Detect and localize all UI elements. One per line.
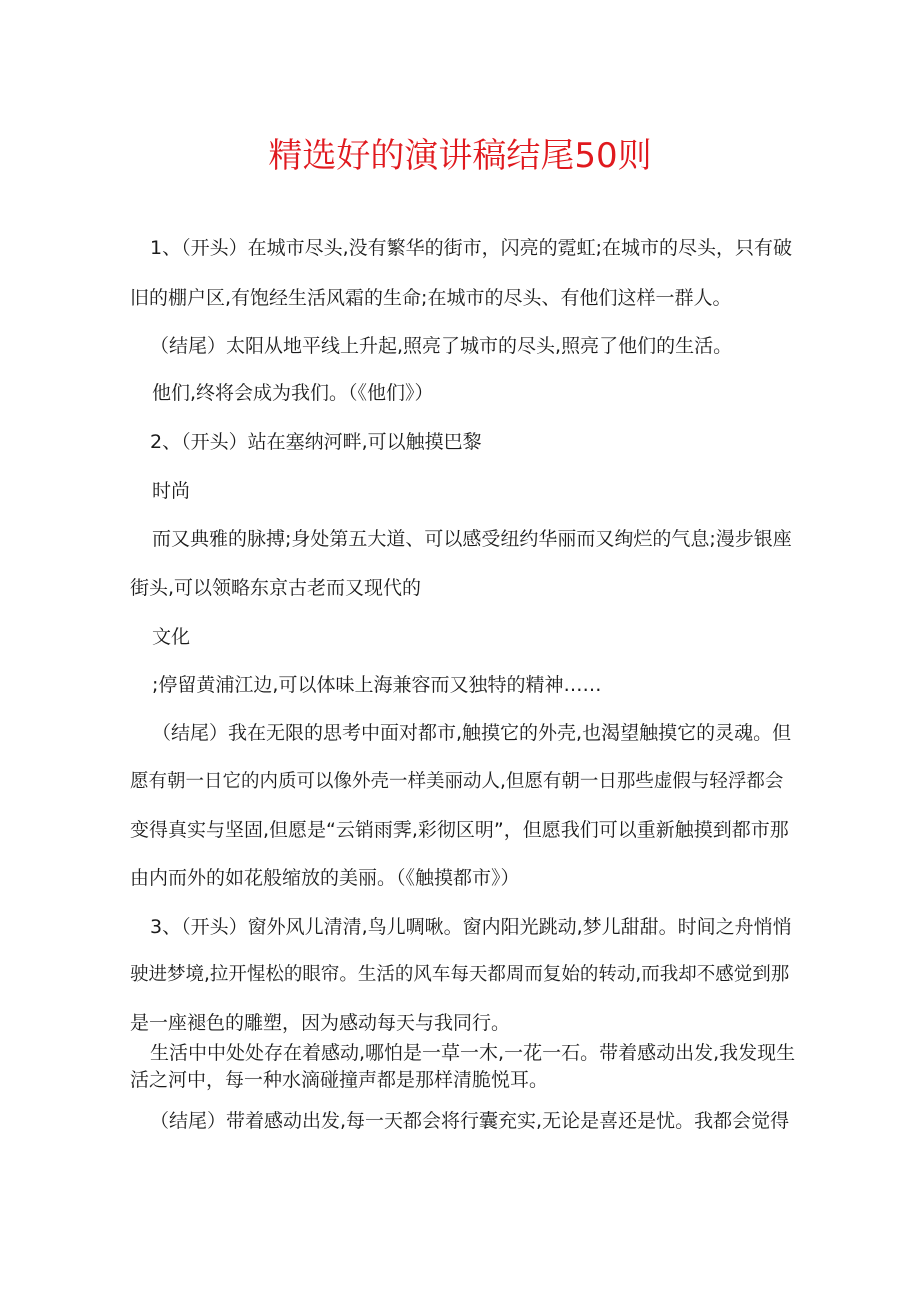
paragraph-line: ;停留黄浦江边,可以体味上海兼容而又独特的精神…… [152, 674, 602, 696]
paragraph-line: （结尾）我在无限的思考中面对都市,触摸它的外壳,也渴望触摸它的灵魂。但 [152, 722, 792, 744]
paragraph-line: 旧的棚户区,有饱经生活风霜的生命;在城市的尽头、有他们这样一群人。 [130, 287, 732, 309]
paragraph-line: 活之河中，每一种水滴碰撞声都是那样清脆悦耳。 [130, 1069, 549, 1091]
paragraph-line: 由内而外的如花般缩放的美丽。（《触摸都市》） [130, 867, 520, 889]
paragraph-line: 1、（开头）在城市尽头,没有繁华的街市，闪亮的霓虹;在城市的尽头，只有破 [150, 237, 793, 259]
paragraph-line: 文化 [152, 626, 191, 648]
paragraph-line: 愿有朝一日它的内质可以像外壳一样美丽动人,但愿有朝一日那些虚假与轻浮都会 [130, 771, 784, 792]
paragraph-line: 他们,终将会成为我们。（《他们》） [152, 382, 434, 404]
paragraph-line: 街头,可以领略东京古老而又现代的 [130, 577, 422, 599]
paragraph-line: 而又典雅的脉搏;身处第五大道、可以感受纽约华丽而又绚烂的气息;漫步银座 [152, 528, 792, 550]
paragraph-line: 2、（开头）站在塞纳河畔,可以触摸巴黎 [150, 431, 482, 453]
paragraph-line: （结尾）带着感动出发,每一天都会将行囊充实,无论是喜还是忧。我都会觉得 [150, 1110, 790, 1132]
document-title: 精选好的演讲稿结尾50则 [268, 136, 652, 176]
paragraph-line: 生活中中处处存在着感动,哪怕是一草一木,一花一石。带着感动出发,我发现生 [150, 1042, 796, 1064]
paragraph-line: （结尾）太阳从地平线上升起,照亮了城市的尽头,照亮了他们的生活。 [150, 335, 733, 357]
paragraph-line: 是一座褪色的雕塑，因为感动每天与我同行。 [130, 1012, 511, 1034]
paragraph-line: 变得真实与坚固,但愿是“云销雨霁,彩彻区明”，但愿我们可以重新触摸到都市那 [130, 819, 789, 841]
paragraph-line: 时尚 [152, 480, 191, 502]
paragraph-line: 3、（开头）窗外风儿清清,鸟儿啁啾。窗内阳光跳动,梦儿甜甜。时间之舟悄悄 [150, 916, 792, 938]
paragraph-line: 驶进梦境,拉开惺松的眼帘。生活的风车每天都周而复始的转动,而我却不感觉到那 [130, 964, 790, 985]
